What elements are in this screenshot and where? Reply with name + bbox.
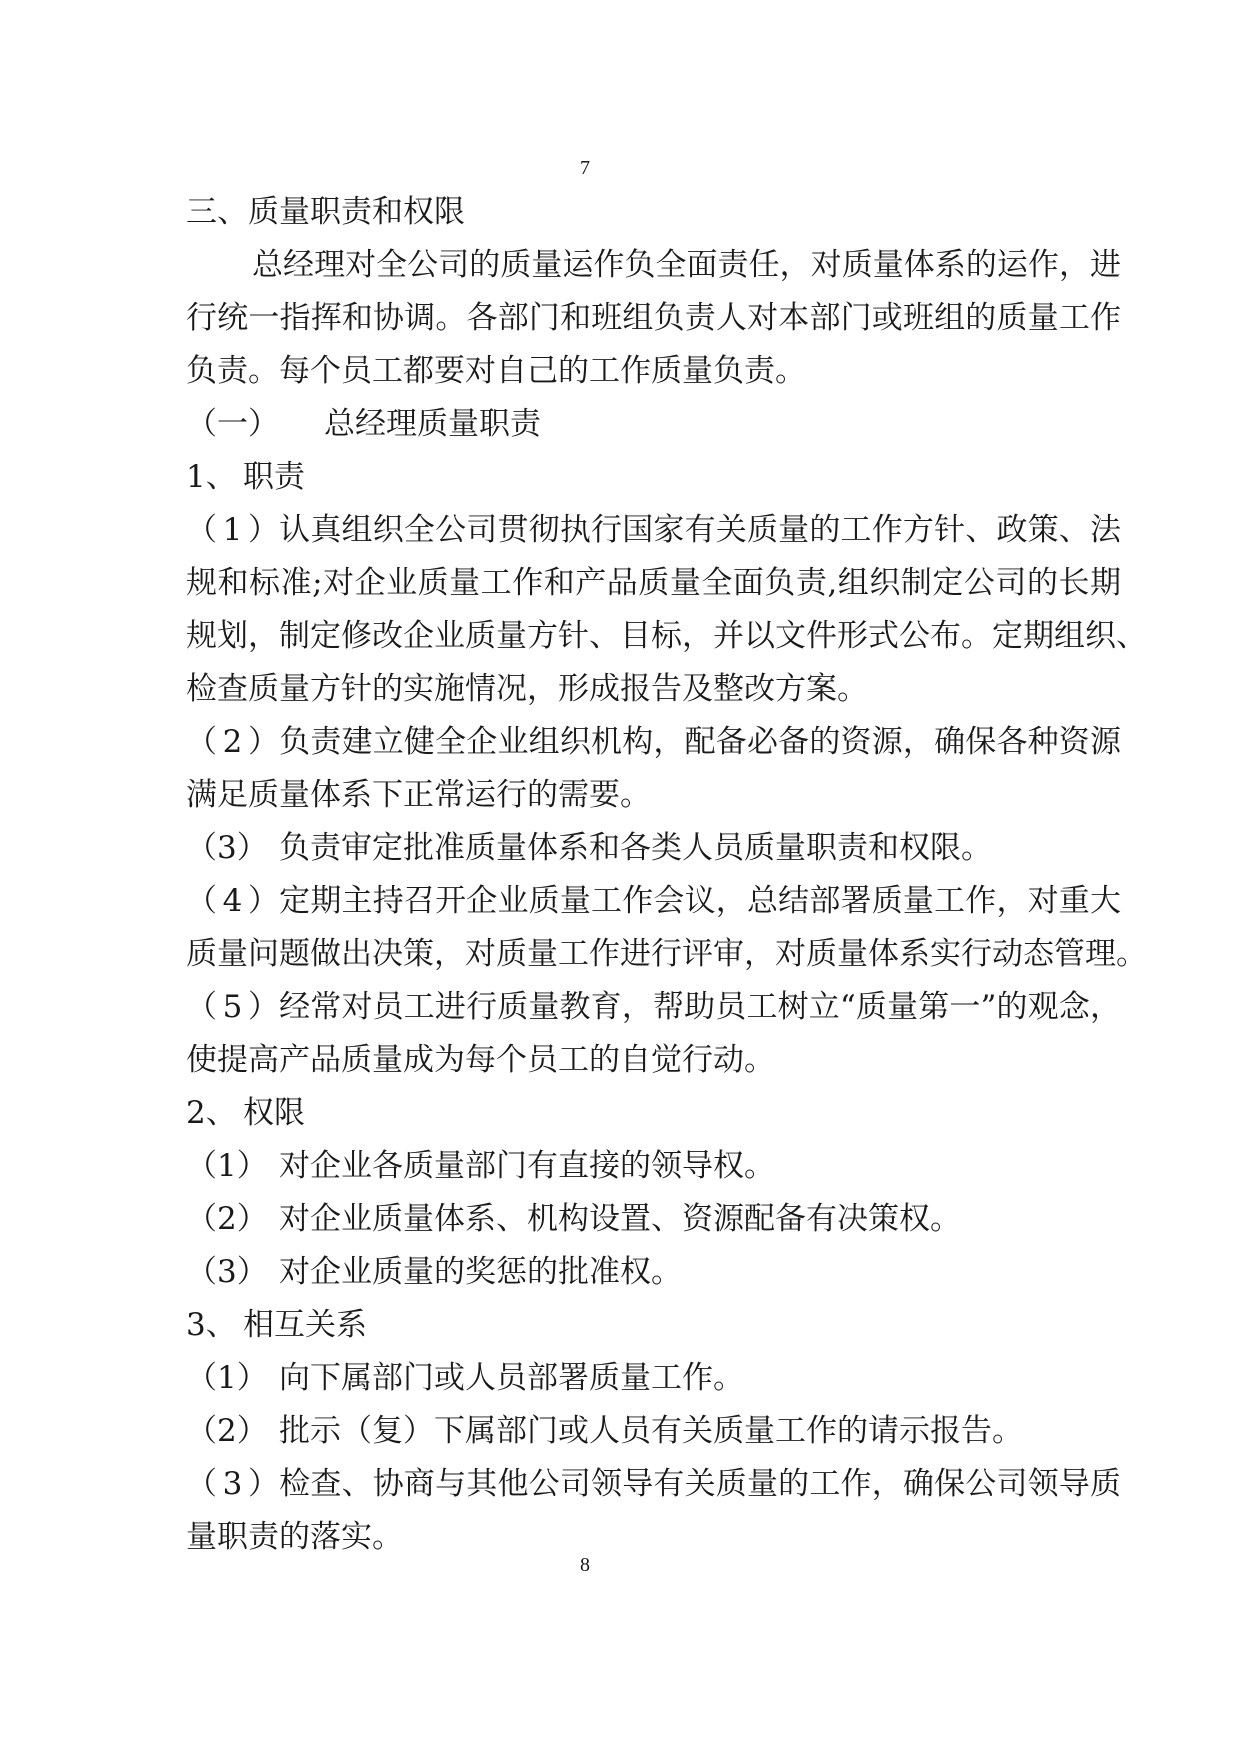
authority-item-3-number: （3）: [186, 1254, 268, 1290]
duty-item-2-line-2: 满足质量体系下正常运行的需要。: [186, 777, 651, 813]
section-1-heading: [186, 451, 1121, 504]
authority-item-3-text: 对企业质量的奖惩的批准权。: [279, 1254, 682, 1290]
page-number-top: 7: [580, 157, 590, 179]
duty-item-1-number: （1）: [186, 512, 279, 548]
relation-item-1: [186, 1352, 1121, 1405]
subsection-heading: [186, 398, 1121, 451]
section-heading: 三、质量职责和权限: [186, 194, 465, 230]
authority-item-1-number: （1）: [186, 1148, 268, 1184]
authority-item-3: [186, 1246, 1121, 1299]
duty-item-3-line-1: [186, 822, 1121, 875]
duty-item-2-text: 负责建立健全企业组织机构，配备必备的资源，确保各种资源: [279, 724, 1121, 760]
duty-item-5-number: （5）: [186, 989, 279, 1025]
relation-item-1-number: （1）: [186, 1360, 268, 1396]
duty-item-1-line-2: 规和标准;对企业质量工作和产品质量全面负责,组织制定公司的长期: [186, 565, 1121, 601]
subsection-number: （一）: [186, 406, 279, 442]
duty-item-2-line-1: [186, 716, 1121, 769]
authority-item-1: [186, 1140, 1121, 1193]
duty-item-4-line-2: 质量问题做出决策，对质量工作进行评审，对质量体系实行动态管理。: [186, 936, 1147, 972]
duty-item-5-text: 经常对员工进行质量教育，帮助员工树立“质量第一”的观念，: [279, 989, 1121, 1025]
section-2-number: 2、: [186, 1095, 237, 1131]
duty-item-4-number: （4）: [186, 883, 279, 919]
authority-item-2: [186, 1193, 1121, 1246]
page-number-bottom: 8: [580, 1554, 590, 1576]
relation-item-1-text: 向下属部门或人员部署质量工作。: [279, 1360, 744, 1396]
subsection-title: 总经理质量职责: [324, 406, 541, 442]
duty-item-1-text: 认真组织全公司贯彻执行国家有关质量的工作方针、政策、法: [279, 512, 1121, 548]
intro-line-1: 总经理对全公司的质量运作负全面责任，对质量体系的运作，进: [252, 247, 1121, 283]
duty-item-5-line-2: 使提高产品质量成为每个员工的自觉行动。: [186, 1042, 775, 1078]
relation-item-3-line-2: 量职责的落实。: [186, 1519, 403, 1555]
authority-item-2-text: 对企业质量体系、机构设置、资源配备有决策权。: [279, 1201, 961, 1237]
duty-item-3-text: 负责审定批准质量体系和各类人员质量职责和权限。: [279, 830, 992, 866]
relation-item-3-line-1: [186, 1458, 1121, 1511]
duty-item-1-line-1: [186, 504, 1121, 557]
duty-item-2-number: （2）: [186, 724, 279, 760]
section-1-title: 职责: [243, 459, 305, 495]
section-3-title: 相互关系: [243, 1307, 367, 1343]
intro-line-3: 负责。每个员工都要对自己的工作质量负责。: [186, 353, 806, 389]
relation-item-3-text: 检查、协商与其他公司领导有关质量的工作，确保公司领导质: [279, 1466, 1121, 1502]
duty-item-1-line-3: 规划，制定修改企业质量方针、目标，并以文件形式公布。定期组织、: [186, 618, 1147, 654]
intro-line-2: 行统一指挥和协调。各部门和班组负责人对本部门或班组的质量工作: [186, 300, 1121, 336]
duty-item-5-line-1: [186, 981, 1121, 1034]
section-1-number: 1、: [186, 459, 237, 495]
authority-item-1-text: 对企业各质量部门有直接的领导权。: [279, 1148, 775, 1184]
section-3-heading: [186, 1299, 1121, 1352]
duty-item-4-line-1: [186, 875, 1121, 928]
authority-item-2-number: （2）: [186, 1201, 268, 1237]
section-2-heading: [186, 1087, 1121, 1140]
relation-item-2-number: （2）: [186, 1413, 268, 1449]
relation-item-2-text: 批示（复）下属部门或人员有关质量工作的请示报告。: [279, 1413, 1023, 1449]
duty-item-3-number: （3）: [186, 830, 268, 866]
section-3-number: 3、: [186, 1307, 237, 1343]
duty-item-1-line-4: 检查质量方针的实施情况，形成报告及整改方案。: [186, 671, 868, 707]
document-body: [186, 186, 1147, 1564]
duty-item-4-text: 定期主持召开企业质量工作会议，总结部署质量工作，对重大: [279, 883, 1121, 919]
relation-item-3-number: （3）: [186, 1466, 279, 1502]
relation-item-2: [186, 1405, 1121, 1458]
section-2-title: 权限: [243, 1095, 305, 1131]
